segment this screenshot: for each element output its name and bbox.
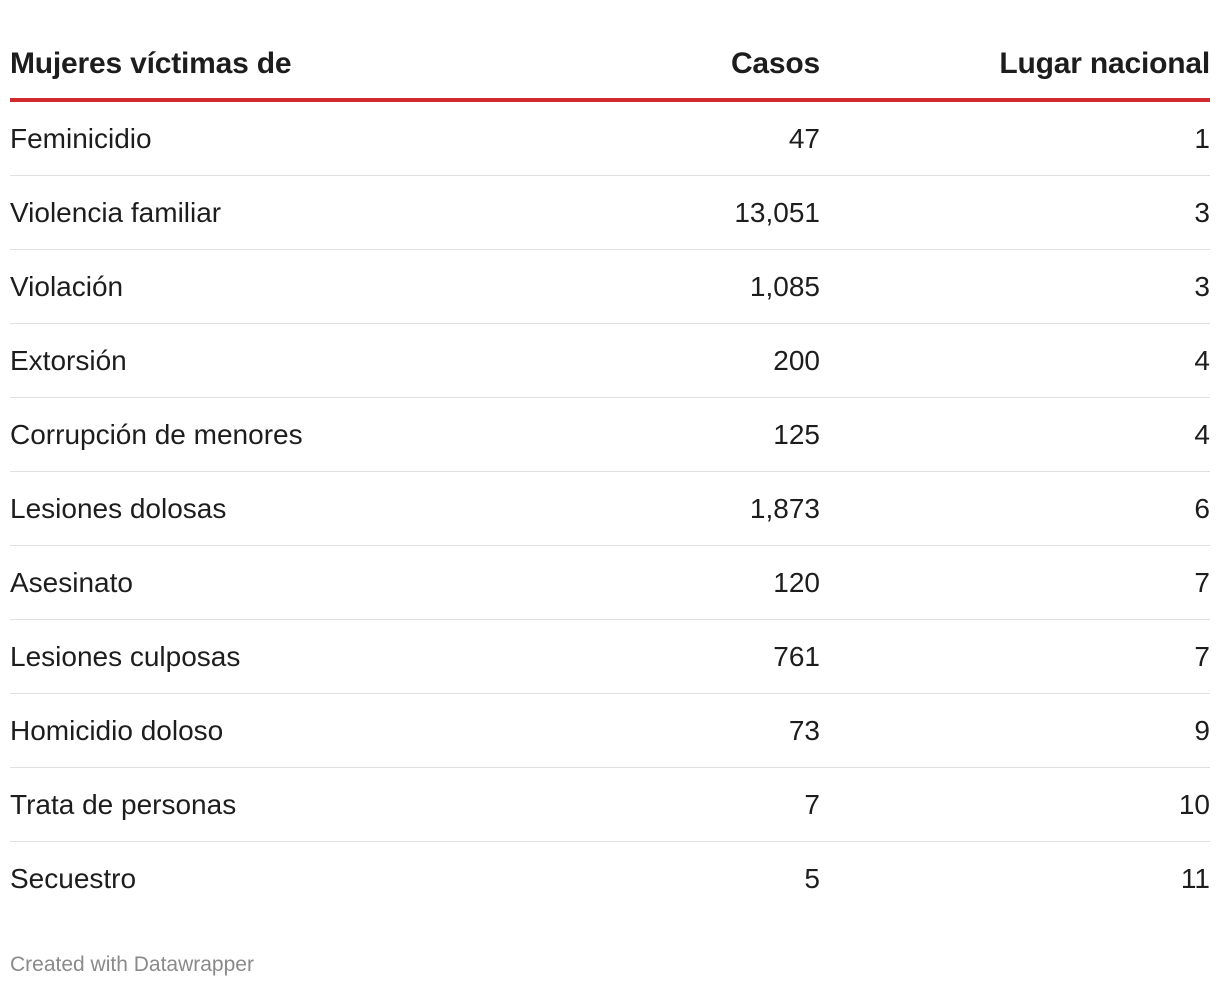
row-rank-cell: 9 (1194, 714, 1210, 746)
row-rank-cell: 4 (1194, 418, 1210, 450)
row-name-cell: Trata de personas (10, 788, 237, 820)
data-table (10, 30, 1210, 916)
header-cases: Casos (730, 47, 820, 80)
table-row (10, 398, 1210, 472)
table-row (10, 472, 1210, 546)
row-rank-cell: 3 (1194, 270, 1210, 302)
table-header-row (10, 30, 1210, 102)
table-body (10, 102, 1210, 916)
row-name-cell: Asesinato (10, 566, 133, 598)
table-row (10, 546, 1210, 620)
row-rank-cell: 3 (1194, 196, 1210, 228)
row-name-cell: Secuestro (10, 863, 137, 894)
row-name-cell: Lesiones dolosas (10, 492, 227, 524)
table-row (10, 176, 1210, 250)
row-name-cell: Violación (10, 270, 124, 302)
row-name-cell: Extorsión (10, 344, 127, 376)
table-row (10, 694, 1210, 768)
row-name-cell: Lesiones culposas (10, 640, 241, 672)
row-cases-cell: 1,085 (749, 270, 820, 302)
row-cases-cell: 125 (773, 418, 820, 450)
row-cases-cell: 120 (773, 566, 820, 598)
table-row (10, 768, 1210, 842)
table-row (10, 620, 1210, 694)
row-rank-cell: 7 (1194, 640, 1210, 672)
row-cases-cell: 761 (773, 640, 820, 672)
row-name-cell: Violencia familiar (10, 196, 222, 228)
row-name-cell: Homicidio doloso (10, 714, 224, 746)
row-name-cell: Feminicidio (10, 122, 152, 154)
table-row (10, 102, 1210, 176)
row-rank-cell: 10 (1178, 788, 1210, 820)
datawrapper-credit: Created with Datawrapper (10, 953, 254, 976)
table-row (10, 842, 1210, 916)
header-name: Mujeres víctimas de (10, 47, 292, 80)
row-rank-cell: 7 (1194, 566, 1210, 598)
header-rank: Lugar nacional (999, 47, 1210, 80)
row-rank-cell: 4 (1194, 344, 1210, 376)
table-row (10, 324, 1210, 398)
row-cases-cell: 5 (804, 863, 820, 894)
row-cases-cell: 13,051 (734, 196, 820, 228)
row-rank-cell: 1 (1194, 122, 1210, 154)
table-row (10, 250, 1210, 324)
row-rank-cell: 6 (1194, 492, 1210, 524)
row-name-cell: Corrupción de menores (10, 418, 303, 450)
row-rank-cell: 11 (1180, 863, 1210, 894)
row-cases-cell: 200 (773, 344, 820, 376)
row-cases-cell: 1,873 (749, 492, 820, 524)
row-cases-cell: 7 (804, 788, 820, 820)
row-cases-cell: 47 (788, 122, 820, 154)
row-cases-cell: 73 (788, 714, 820, 746)
